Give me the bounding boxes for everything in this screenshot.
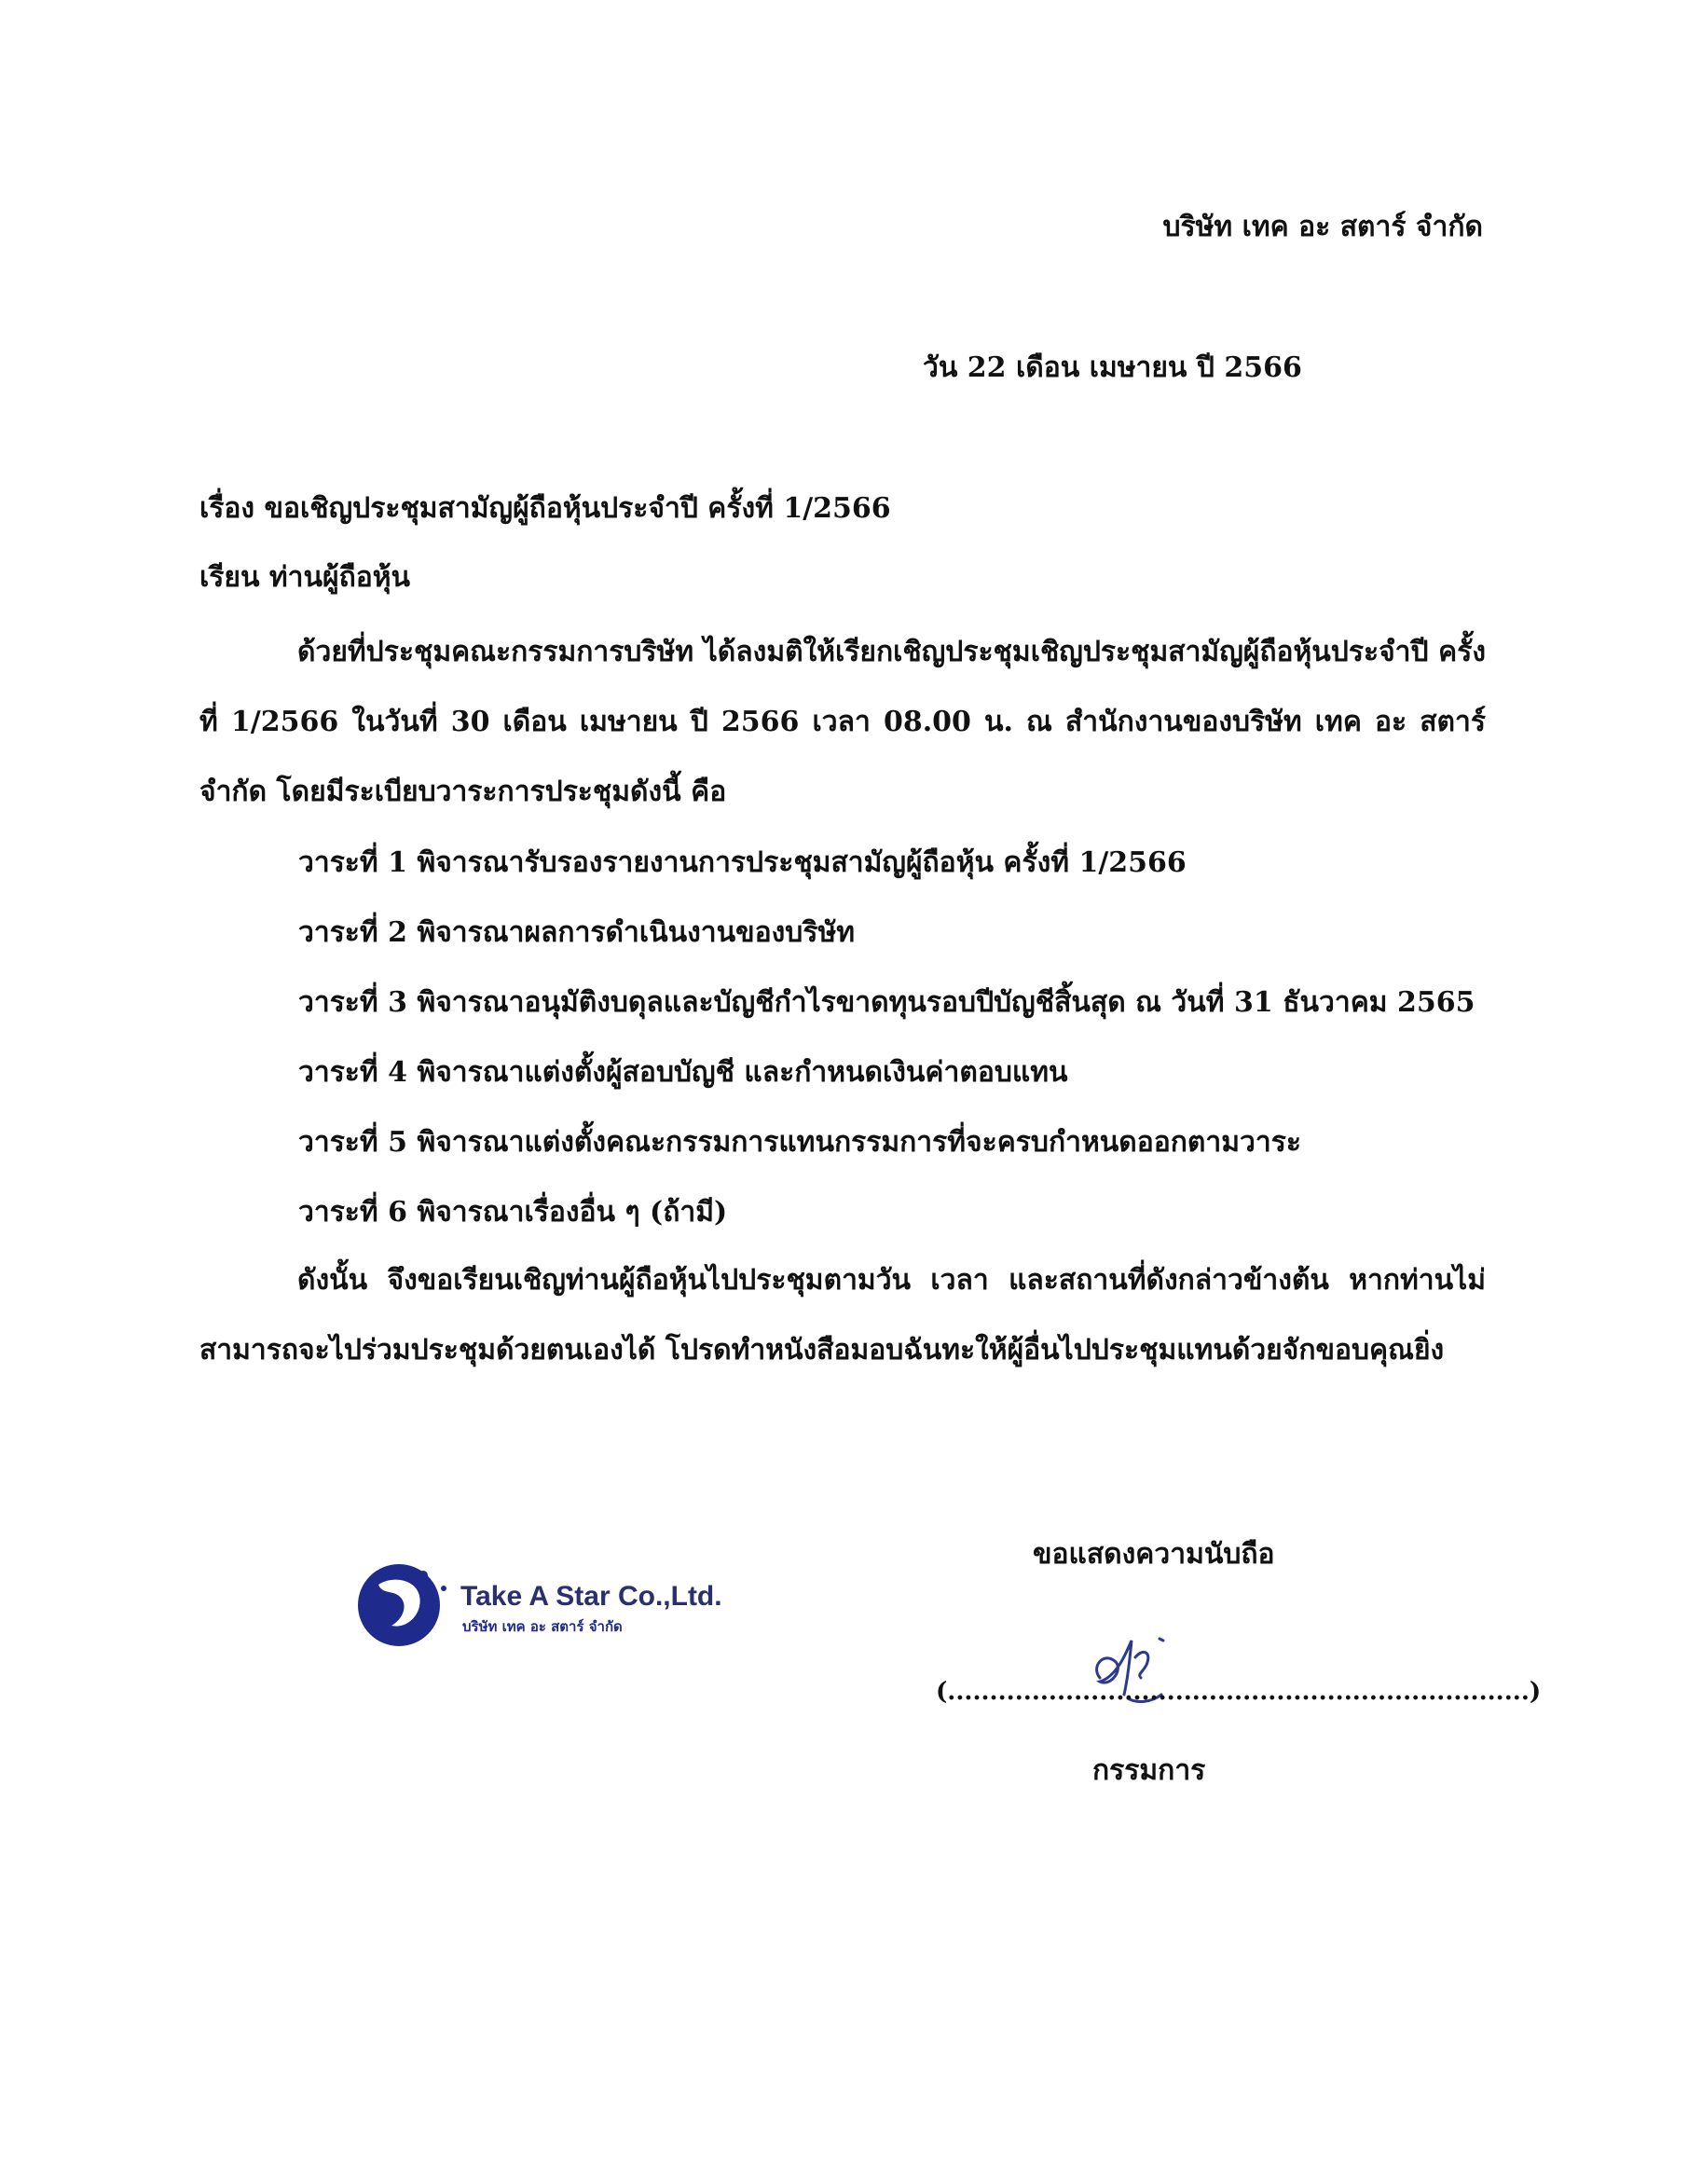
letter-closing bbox=[199, 1245, 1486, 1385]
agenda-list bbox=[298, 828, 1475, 1247]
agenda-item: วาระที่ 1 พิจารณารับรองรายงานการประชุมสามัญผู้ถือหุ้น ครั้งที่ 1/2566 bbox=[298, 846, 1187, 879]
agenda-item: วาระที่ 6 พิจารณาเรื่องอื่น ๆ (ถ้ามี) bbox=[298, 1196, 728, 1229]
letter-date: วัน 22 เดือน เมษายน ปี 2566 bbox=[923, 351, 1302, 384]
letter-subject: เรื่อง ขอเชิญประชุมสามัญผู้ถือหุ้นประจำปี ครั้งที่ 1/2566 bbox=[199, 492, 891, 525]
letter-body bbox=[199, 617, 1486, 827]
signer-position: กรรมการ bbox=[1092, 1754, 1206, 1787]
company-logo bbox=[350, 1547, 779, 1659]
agenda-item: วาระที่ 4 พิจารณาแต่งตั้งผู้สอบบัญชี และกำหนดเงินค่าตอบแทน bbox=[298, 1056, 1068, 1089]
logo-mark-icon bbox=[358, 1564, 446, 1646]
logo-name: Take A Star Co.,Ltd. bbox=[460, 1581, 722, 1612]
letter-recipient: เรียน ท่านผู้ถือหุ้น bbox=[199, 561, 411, 594]
signature-line: (.....................................................................) bbox=[936, 1678, 1542, 1706]
regards-text: ขอแสดงความนับถือ bbox=[1033, 1538, 1275, 1571]
agenda-item: วาระที่ 3 พิจารณาอนุมัติงบดุลและบัญชีกำไรขาดทุนรอบปีบัญชีสิ้นสุด ณ วันที่ 31 ธันวาคม 2565 bbox=[298, 986, 1475, 1019]
logo-thai-name: บริษัท เทค อะ สตาร์ จำกัด bbox=[462, 1618, 623, 1635]
body-text: ด้วยที่ประชุมคณะกรรมการบริษัท ได้ลงมติให้เรียกเชิญประชุมเชิญประชุมสามัญผู้ถือหุ้นประจำปี ครั้งที่ 1/2566 ในวันที่ 30 เดือน เมษายน ปี 2566 เวลา 08.00 น. ณ สำนักงานของบริษัท เทค อะ สตาร์ จำกัด โดยมีระเบียบวาระการประชุมดังนี้ คือ bbox=[199, 636, 1486, 808]
company-name: บริษัท เทค อะ สตาร์ จำกัด bbox=[1162, 211, 1483, 243]
agenda-item: วาระที่ 5 พิจารณาแต่งตั้งคณะกรรมการแทนกรรมการที่จะครบกำหนดออกตามวาระ bbox=[298, 1126, 1301, 1159]
agenda-item: วาระที่ 2 พิจารณาผลการดำเนินงานของบริษัท bbox=[298, 916, 856, 949]
closing-text: ดังนั้น จึงขอเรียนเชิญท่านผู้ถือหุ้นไปประชุมตามวัน เวลา และสถานที่ดังกล่าวข้างต้น หากท่านไม่สามารถจะไปร่วมประชุมด้วยตนเองได้ โปรดทำหนังสือมอบฉันทะให้ผู้อื่นไปประชุมแทนด้วยจักขอบคุณยิ่ง bbox=[199, 1264, 1486, 1367]
